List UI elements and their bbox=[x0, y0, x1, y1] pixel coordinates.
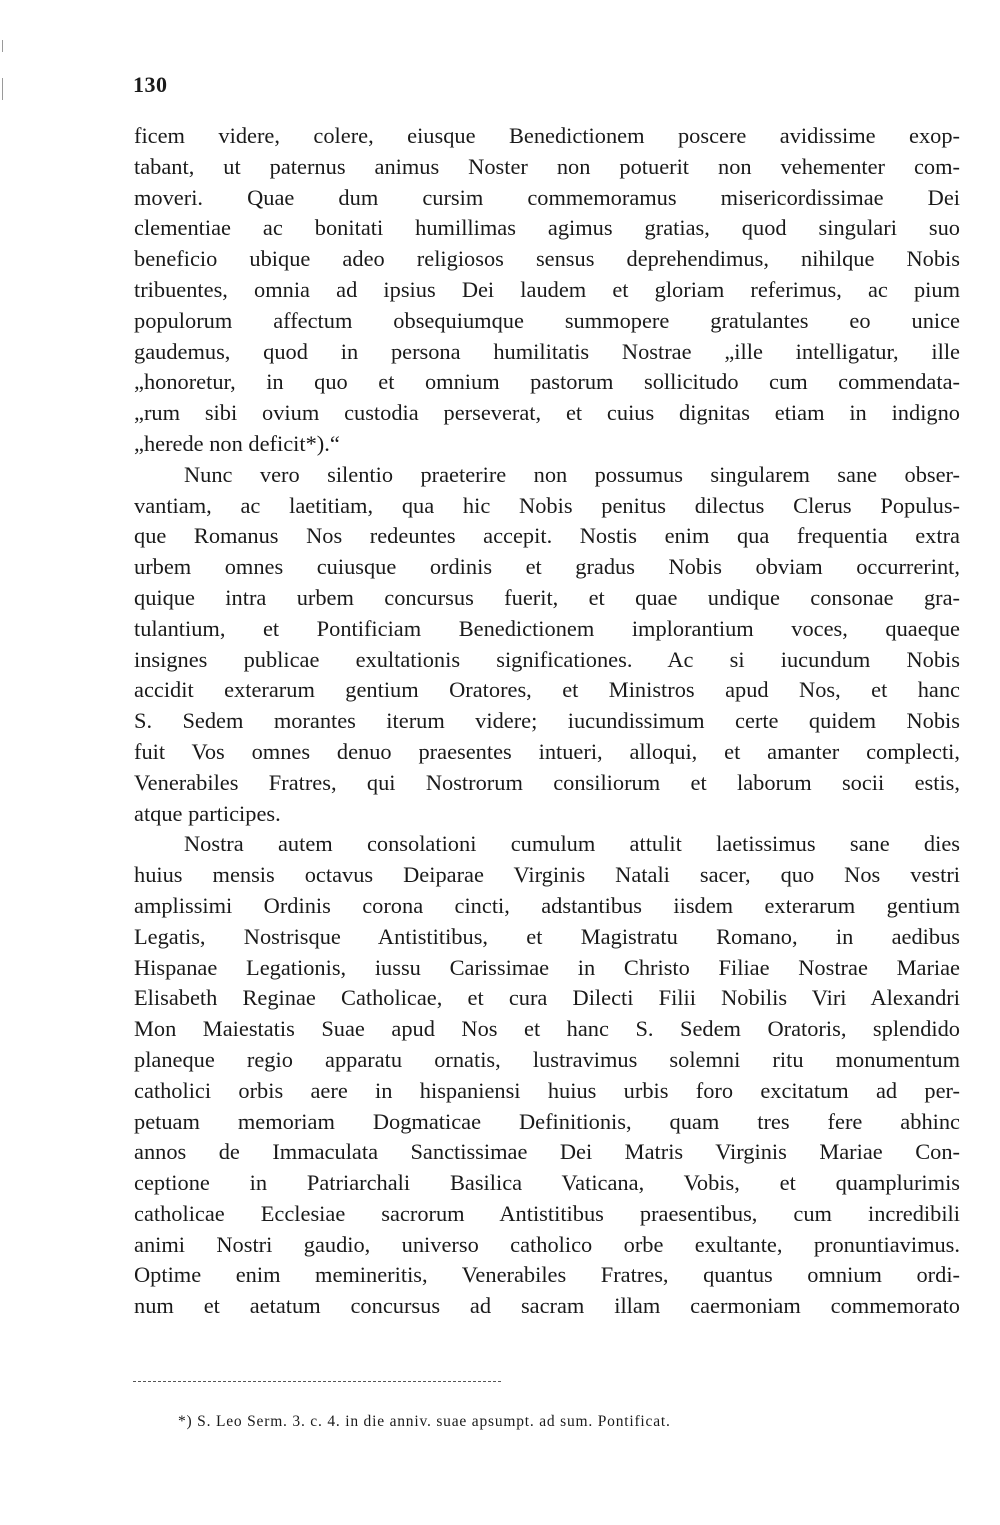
scan-edge-mark bbox=[2, 40, 3, 52]
text-line: accidit exterarum gentium Oratores, et Ministros apud Nos, et hanc bbox=[134, 677, 960, 703]
text-line: urbem omnes cuiusque ordinis et gradus Nobis obviam occurrerint, bbox=[134, 554, 960, 580]
text-line: vantiam, ac laetitiam, qua hic Nobis penitus dilectus Clerus Populus- bbox=[134, 492, 960, 518]
text-line: clementiae ac bonitati humillimas agimus gratias, quod singulari suo bbox=[134, 215, 960, 241]
text-line: atque participes. bbox=[134, 800, 281, 826]
footnote: *) S. Leo Serm. 3. c. 4. in die anniv. suae apsumpt. ad sum. Pontificat. bbox=[178, 1413, 671, 1430]
text-line: huius mensis octavus Deiparae Virginis Natali sacer, quo Nos vestri bbox=[134, 862, 960, 888]
text-line: tribuentes, omnia ad ipsius Dei laudem et gloriam referimus, ac pium bbox=[134, 276, 960, 302]
text-line: petuam memoriam Dogmaticae Definitionis, quam tres fere abhinc bbox=[134, 1108, 960, 1134]
text-line: ceptione in Patriarchali Basilica Vaticana, Vobis, et quamplurimis bbox=[134, 1170, 960, 1196]
text-line: Nunc vero silentio praeterire non possumus singularem sane obser- bbox=[184, 461, 960, 487]
text-line: Elisabeth Reginae Catholicae, et cura Dilecti Filii Nobilis Viri Alexandri bbox=[134, 985, 960, 1011]
text-line: Nostra autem consolationi cumulum attulit laetissimus sane dies bbox=[184, 831, 960, 857]
text-line: moveri. Quae dum cursim commemoramus misericordissimae Dei bbox=[134, 184, 960, 210]
text-line: Venerabiles Fratres, qui Nostrorum consiliorum et laborum socii estis, bbox=[134, 769, 960, 795]
text-line: populorum affectum obsequiumque summopere gratulantes eo unice bbox=[134, 307, 960, 333]
text-line: ficem videre, colere, eiusque Benedictionem poscere avidissime exop- bbox=[134, 123, 960, 148]
text-line: tulantium, et Pontificiam Benedictionem implorantium voces, quaeque bbox=[134, 615, 960, 641]
text-line: num et aetatum concursus ad sacram illam caermoniam commemorato bbox=[134, 1293, 960, 1319]
text-line: insignes publicae exultationis significationes. Ac si iucundum Nobis bbox=[134, 646, 960, 672]
text-line: „rum sibi ovium custodia perseverat, et cuius dignitas etiam in indigno bbox=[134, 400, 960, 426]
text-line: „herede non deficit*).“ bbox=[134, 430, 340, 456]
text-line: Mon Maiestatis Suae apud Nos et hanc S. Sedem Oratoris, splendido bbox=[134, 1016, 960, 1042]
text-line: Legatis, Nostrisque Antistitibus, et Magistratu Romano, in aedibus bbox=[134, 923, 960, 949]
text-line: annos de Immaculata Sanctissimae Dei Matris Virginis Mariae Con- bbox=[134, 1139, 960, 1165]
page-number: 130 bbox=[133, 72, 168, 97]
footnote-divider bbox=[133, 1381, 501, 1382]
text-line: catholici orbis aere in hispaniensi huius urbis foro excitatum ad per- bbox=[134, 1077, 960, 1103]
text-line: gaudemus, quod in persona humilitatis Nostrae „ille intelligatur, ille bbox=[134, 338, 960, 364]
text-line: fuit Vos omnes denuo praesentes intueri, alloqui, et amanter complecti, bbox=[134, 738, 960, 764]
text-line: beneficio ubique adeo religiosos sensus deprehendimus, nihilque Nobis bbox=[134, 246, 960, 272]
text-line: Hispanae Legationis, iussu Carissimae in Christo Filiae Nostrae Mariae bbox=[134, 954, 960, 980]
scan-edge-mark bbox=[2, 78, 3, 100]
text-line: Optime enim memineritis, Venerabiles Fratres, quantus omnium ordi- bbox=[134, 1262, 960, 1288]
text-line: quique intra urbem concursus fuerit, et quae undique consonae gra- bbox=[134, 584, 960, 610]
text-line: catholicae Ecclesiae sacrorum Antistitibus praesentibus, cum incredibili bbox=[134, 1200, 960, 1226]
text-line: que Romanus Nos redeuntes accepit. Nostis enim qua frequentia extra bbox=[134, 523, 960, 549]
text-line: S. Sedem morantes iterum videre; iucundissimum certe quidem Nobis bbox=[134, 708, 960, 734]
text-line: „honoretur, in quo et omnium pastorum sollicitudo cum commendata- bbox=[134, 369, 960, 395]
text-line: tabant, ut paternus animus Noster non potuerit non vehementer com- bbox=[134, 153, 960, 179]
text-line: amplissimi Ordinis corona cincti, adstantibus iisdem exterarum gentium bbox=[134, 892, 960, 918]
text-line: planeque regio apparatu ornatis, lustravimus solemni ritu monumentum bbox=[134, 1046, 960, 1072]
body-text bbox=[134, 121, 960, 1322]
text-line: animi Nostri gaudio, universo catholico orbe exultante, pronuntiavimus. bbox=[134, 1231, 960, 1257]
